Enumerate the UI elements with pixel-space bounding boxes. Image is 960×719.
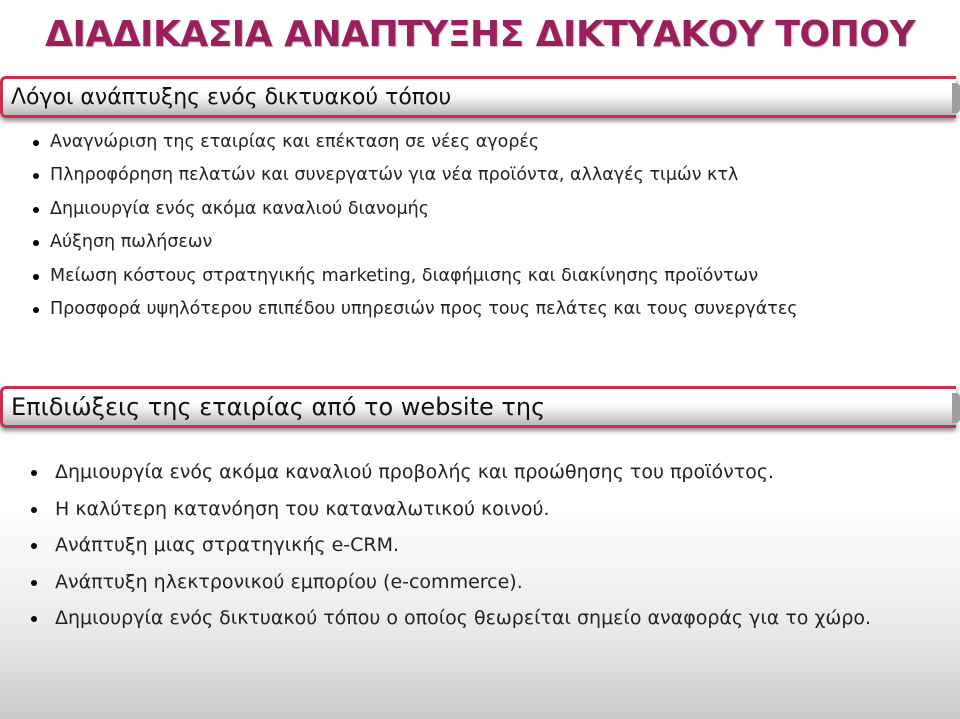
list-item: Ανάπτυξη ηλεκτρονικού εμπορίου (e-commerce). <box>55 567 945 598</box>
section-heading-reasons <box>0 76 956 118</box>
list-item: Η καλύτερη κατανόηση του καταναλωτικού κοινού. <box>55 494 945 525</box>
section-heading-goals <box>0 386 956 428</box>
reasons-list <box>50 126 930 325</box>
section-heading-label: Λόγοι ανάπτυξης ενός δικτυακού τόπου <box>11 84 452 110</box>
list-item: Πληροφόρηση πελατών και συνεργατών για νέα προϊόντα, αλλαγές τιμών κτλ <box>50 159 930 192</box>
list-item: Δημιουργία ενός ακόμα καναλιού προβολής και προώθησης του προϊόντος. <box>55 457 945 488</box>
list-item: Μείωση κόστους στρατηγικής marketing, διαφήμισης και διακίνησης προϊόντων <box>50 260 930 293</box>
goals-list <box>55 457 945 640</box>
list-item: Δημιουργία ενός ακόμα καναλιού διανομής <box>50 193 930 226</box>
list-item: Δημιουργία ενός δικτυακού τόπου ο οποίος θεωρείται σημείο αναφοράς για το χώρο. <box>55 603 945 634</box>
list-item: Αναγνώριση της εταιρίας και επέκταση σε νέες αγορές <box>50 126 930 159</box>
list-item: Προσφορά υψηλότερου επιπέδου υπηρεσιών προς τους πελάτες και τους συνεργάτες <box>50 293 810 325</box>
list-item: Ανάπτυξη μιας στρατηγικής e-CRM. <box>55 530 945 561</box>
section-heading-label: Επιδιώξεις της εταιρίας από το website της <box>11 393 546 421</box>
list-item: Αύξηση πωλήσεων <box>50 226 930 259</box>
page-title: ΔΙΑΔΙΚΑΣΙΑ ΑΝΑΠΤΥΞΗΣ ΔΙΚΤΥΑΚΟΥ ΤΟΠΟΥ <box>45 14 915 55</box>
